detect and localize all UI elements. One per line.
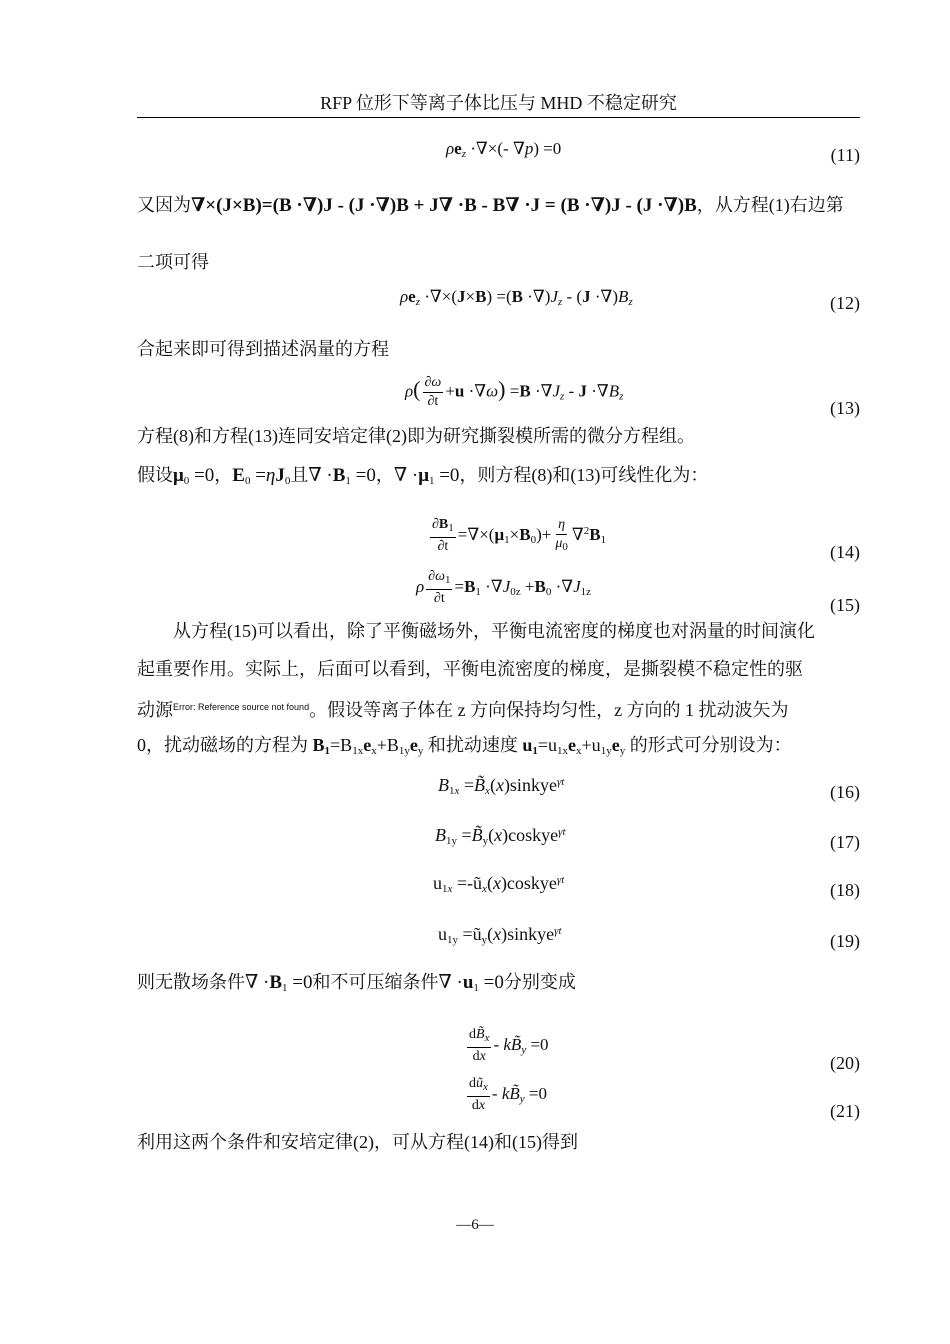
equation-number-12: (12) bbox=[830, 293, 860, 313]
running-header: RFP 位形下等离子体比压与 MHD 不稳定研究 bbox=[320, 93, 677, 113]
assumption-divB: ∇ $\cdot B_1 =0$ bbox=[308, 465, 376, 487]
page-number: —6— bbox=[456, 1217, 494, 1233]
equation-11: $\rho e_z$ ·∇×(- ∇p) =0 bbox=[446, 139, 562, 160]
cond-prefix: 则无散场条件 bbox=[137, 972, 245, 992]
B1-definition: $B_1=B_{1x}e_x+B_{1y}e_y$ bbox=[312, 735, 424, 757]
cond-suffix: 分别变成 bbox=[503, 972, 576, 992]
paragraph-text: 0，扰动磁场的方程为 bbox=[137, 735, 313, 755]
assumption-E0: $E_0 =\eta J_0$ bbox=[232, 465, 291, 487]
equation-number-13: (13) bbox=[830, 398, 860, 418]
equation-17: $B_{1y}$ $=B̃_y(x)coskye^{\gamma t}$ bbox=[435, 825, 566, 847]
comma: ， bbox=[375, 465, 394, 485]
equation-15: ρ $\frac{\partial\omega_1}{\partial t}$ $=B_1 \cdot\nabla J_{0z} +B_0 \cdot\nabla J_{1z}$ bbox=[416, 569, 592, 606]
equation-number-18: (18) bbox=[830, 880, 860, 900]
u1-definition: $u_1=u_{1x}e_x+u_{1y}e_y$ bbox=[522, 735, 626, 757]
equation-14: $\frac{\partial B_1}{\partial t}$ $=\nabla\times(\mu_1\times B_0)+$ $\frac{\eta}{\mu_0}$ $\nabla^2B_1$ bbox=[432, 517, 607, 554]
reference-error-note: Error: Reference source not found bbox=[173, 702, 310, 712]
assume-suffix: ，则方程(8)和(13)可线性化为： bbox=[459, 465, 709, 485]
equation-number-19: (19) bbox=[830, 931, 860, 951]
paragraph-text: 动源 bbox=[137, 700, 173, 720]
equation-19: $u_{1y}$ $=ũ_y(x)sinkye^{\gamma t}$ bbox=[438, 924, 562, 946]
equation-13: ρ( $\frac{\partial\omega}{\partial t}$ $+u \cdot\nabla\omega) =B \cdot\nabla J_z - J \cdot\nabla B_z$ bbox=[405, 375, 624, 409]
equation-20: $\frac{dB̃_x}{dx}$ - $kB̃_y =0$ bbox=[469, 1027, 549, 1064]
text-line-2: 二项可得 bbox=[137, 252, 209, 272]
header-rule bbox=[137, 117, 860, 118]
equation-number-11: (11) bbox=[830, 145, 860, 165]
text-line-conditions bbox=[137, 970, 576, 1000]
assume-mid: 且 bbox=[290, 465, 309, 485]
assumption-mu0: $\mu_0 =0$ bbox=[173, 465, 215, 487]
cond-mid: 和不可压缩条件 bbox=[312, 972, 439, 992]
equation-number-14: (14) bbox=[830, 542, 860, 562]
text-prefix: 又因为 bbox=[137, 195, 191, 215]
equation-12: $\rho e_z \cdot\nabla\times(J\times B) =(B \cdot\nabla)J_z - (J \cdot\nabla)B_z$ bbox=[400, 287, 633, 308]
divergence-free-condition: ∇ $\cdot B_1 =0$ bbox=[245, 972, 313, 994]
paragraph-line-1: 从方程(15)可以看出，除了平衡磁场外，平衡电流密度的梯度也对涡量的时间演化 bbox=[173, 621, 815, 641]
equation-16: $B_{1x}$ $=B̃_x(x)sinkye^{\gamma t}$ bbox=[438, 775, 565, 797]
paragraph-text: 和扰动速度 bbox=[423, 735, 523, 755]
vector-identity: ∇×(J×B)=(B ·∇)J - (J ·∇)B + J∇ ·B - B∇ ·J = (B ·∇)J - (J ·∇)B bbox=[191, 195, 697, 216]
assumption-divmu: ∇ $\cdot\mu_1 =0$ bbox=[393, 465, 460, 487]
paragraph-text: 的形式可分别设为： bbox=[625, 735, 792, 755]
text-line-3: 合起来即可得到描述涡量的方程 bbox=[137, 339, 389, 359]
assume-prefix: 假设 bbox=[137, 465, 173, 485]
incompressible-condition: ∇ $\cdot u_1 =0$ bbox=[438, 972, 504, 994]
text-line-final: 利用这两个条件和安培定律(2)，可从方程(14)和(15)得到 bbox=[137, 1132, 578, 1152]
equation-number-17: (17) bbox=[830, 832, 860, 852]
paragraph-line-4 bbox=[137, 726, 860, 770]
text-line-assumptions bbox=[137, 463, 708, 493]
paragraph-line-3 bbox=[137, 688, 860, 729]
equation-number-16: (16) bbox=[830, 782, 860, 802]
text-line-identity bbox=[137, 193, 844, 218]
equation-number-20: (20) bbox=[830, 1053, 860, 1073]
equation-21: $\frac{dũ_x}{dx}$ - $kB̃_y =0$ bbox=[469, 1076, 547, 1113]
comma: ， bbox=[214, 465, 233, 485]
equation-number-15: (15) bbox=[830, 595, 860, 615]
text-suffix: ，从方程(1)右边第 bbox=[696, 195, 844, 215]
paragraph-text: 。假设等离子体在 z 方向保持均匀性，z 方向的 1 扰动波矢为 bbox=[309, 700, 789, 720]
text-line-4: 方程(8)和方程(13)连同安培定律(2)即为研究撕裂模所需的微分方程组。 bbox=[137, 426, 695, 446]
equation-number-21: (21) bbox=[830, 1101, 860, 1121]
equation-18: $u_{1x}$ $=-ũ_x(x)coskye^{\gamma t}$ bbox=[433, 873, 565, 895]
paragraph-line-2: 起重要作用。实际上，后面可以看到，平衡电流密度的梯度，是撕裂模不稳定性的驱 bbox=[137, 659, 803, 679]
